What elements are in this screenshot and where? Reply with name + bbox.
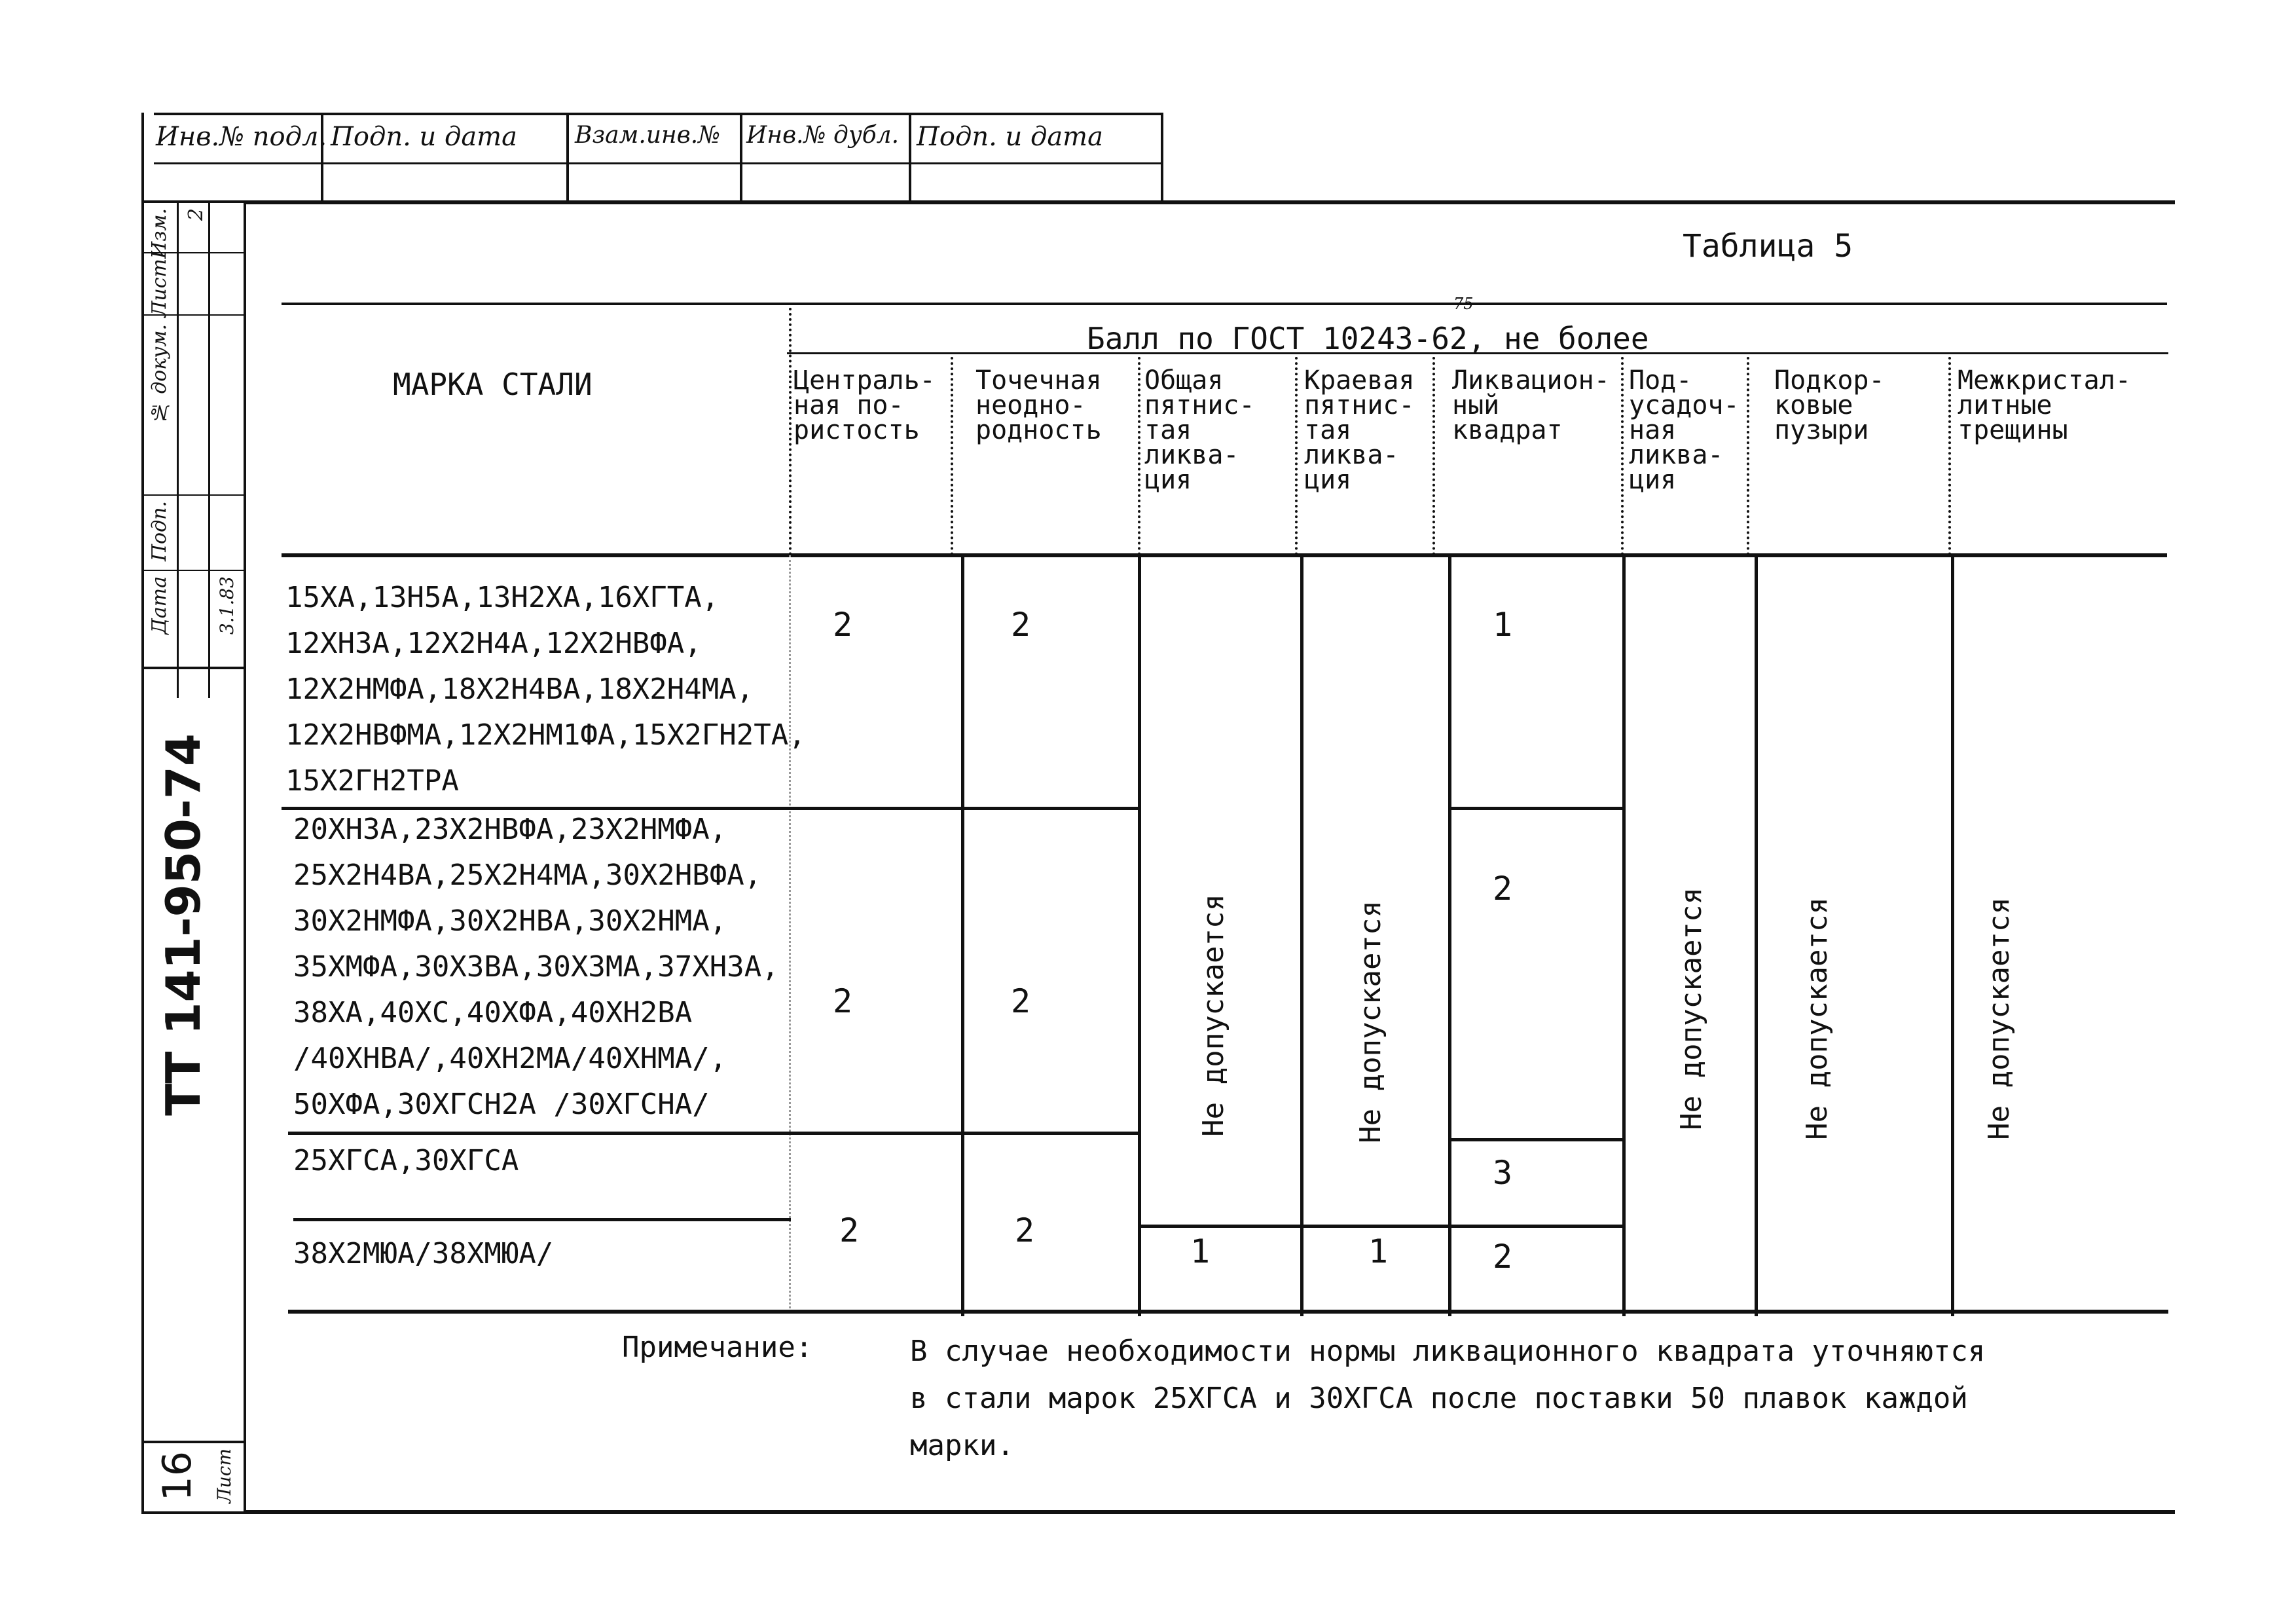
row4-edge-spot: 1 xyxy=(1368,1232,1389,1270)
sheet-label: Лист xyxy=(213,1449,235,1504)
stamp-left-cell-izm: Изм. xyxy=(148,208,171,259)
stamp-top-cell-1: Инв.№ подл. xyxy=(156,122,327,152)
row1-point-heterogeneity: 2 xyxy=(1011,606,1031,644)
row2-central-porosity: 2 xyxy=(833,982,853,1020)
row2-liquation-square: 2 xyxy=(1493,870,1513,908)
table-row: 15ХА,13Н5А,13Н2ХА,16ХГТА, 12ХН3А,12Х2Н4А,12Х2НВФА, 12Х2НМФА,18Х2Н4ВА,18Х2Н4МА, 12Х2НВФМА,12Х2НМ1ФА,15Х2ГН2ТА, 15Х2ГН2ТРА xyxy=(285,581,806,798)
not-allowed-shrinkage: Не допускается xyxy=(1675,887,1708,1130)
note-label: Примечание: xyxy=(622,1331,813,1364)
table-row: 38Х2МЮА/38ХМЮА/ xyxy=(293,1237,554,1270)
row2-point-heterogeneity: 2 xyxy=(1011,982,1031,1020)
row1-central-porosity: 2 xyxy=(833,606,853,644)
stamp-top-cell-4: Инв.№ дубл. xyxy=(746,122,900,149)
stamp-left-cell-rev: 2 xyxy=(185,208,208,221)
document-code: ТТ 141-950-74 xyxy=(156,733,211,1116)
frame-top-line xyxy=(244,200,2175,204)
column-header-intercrystalline-cracks: Межкристал- литные трещины xyxy=(1958,365,2131,445)
note-text: В случае необходимости нормы ликвационного квадрата уточняются в стали марок 25ХГСА и 30ХГСА после поставки 50 плавок каждой марки. xyxy=(910,1335,1986,1462)
column-header-point-heterogeneity: Точечная неодно- родность xyxy=(975,365,1102,445)
not-allowed-general-spot: Не допускается xyxy=(1197,894,1230,1137)
table-row: 25ХГСА,30ХГСА xyxy=(293,1144,519,1177)
row3-liquation-square: 3 xyxy=(1493,1154,1513,1192)
column-header-general-spot-liquation: Общая пятнис- тая ликва- ция xyxy=(1144,365,1255,495)
not-allowed-intercrystalline-cracks: Не допускается xyxy=(1982,897,2016,1140)
stamp-top-cell-3: Взам.инв.№ xyxy=(575,122,721,149)
stamp-left-cell-date: Дата xyxy=(148,576,171,635)
table-row: 20ХН3А,23Х2НВФА,23Х2НМФА, 25Х2Н4ВА,25Х2Н4МА,30Х2НВФА, 30Х2НМФА,30Х2НВА,30Х2НМА, 35ХМФА,30Х3ВА,30Х3МА,37ХН3А, 38ХА,40ХС,40ХФА,40ХН2ВА /40ХНВА/,40ХН2МА/40ХНМА/, 50ХФА,30ХГСН2А /30ХГСНА/ xyxy=(293,813,779,1121)
stamp-top-cell-5: Подп. и дата xyxy=(917,122,1103,152)
row1-liquation-square: 1 xyxy=(1493,606,1513,644)
group-header-annotation: 75 xyxy=(1453,295,1474,313)
not-allowed-subsurface-bubbles: Не допускается xyxy=(1800,897,1834,1140)
column-header-central-porosity: Централь- ная по- ристость xyxy=(793,365,936,445)
row4-general-spot: 1 xyxy=(1190,1232,1211,1270)
row4-point-heterogeneity: 2 xyxy=(1015,1211,1035,1249)
row4-liquation-square: 2 xyxy=(1493,1238,1513,1276)
table-title: Таблица 5 xyxy=(1683,228,1853,265)
stamp-left-cell-sign: Подп. xyxy=(148,501,171,562)
stamp-left-cell-docnum: № докум. xyxy=(148,324,171,424)
stamp-left-cell-list: Лист xyxy=(148,259,171,318)
column-header-edge-spot-liquation: Краевая пятнис- тая ликва- ция xyxy=(1304,365,1415,495)
stamp-left-cell-datevalue: 3.1.83 xyxy=(216,576,238,635)
column-header-shrinkage-liquation: Под- усадоч- ная ликва- ция xyxy=(1629,365,1740,495)
column-header-liquation-square: Ликвацион- ный квадрат xyxy=(1452,365,1610,445)
stamp-top-cell-2: Подп. и дата xyxy=(331,122,517,152)
column-header-steel-grade: МАРКА СТАЛИ xyxy=(393,367,592,402)
frame-bottom-line xyxy=(244,1510,2175,1514)
group-header: Балл по ГОСТ 10243-62, не более xyxy=(1087,321,1649,356)
sheet-number: 16 xyxy=(155,1451,200,1502)
column-header-subsurface-bubbles: Подкор- ковые пузыри xyxy=(1774,365,1885,445)
row4-central-porosity: 2 xyxy=(839,1211,860,1249)
not-allowed-edge-spot: Не допускается xyxy=(1354,900,1387,1143)
